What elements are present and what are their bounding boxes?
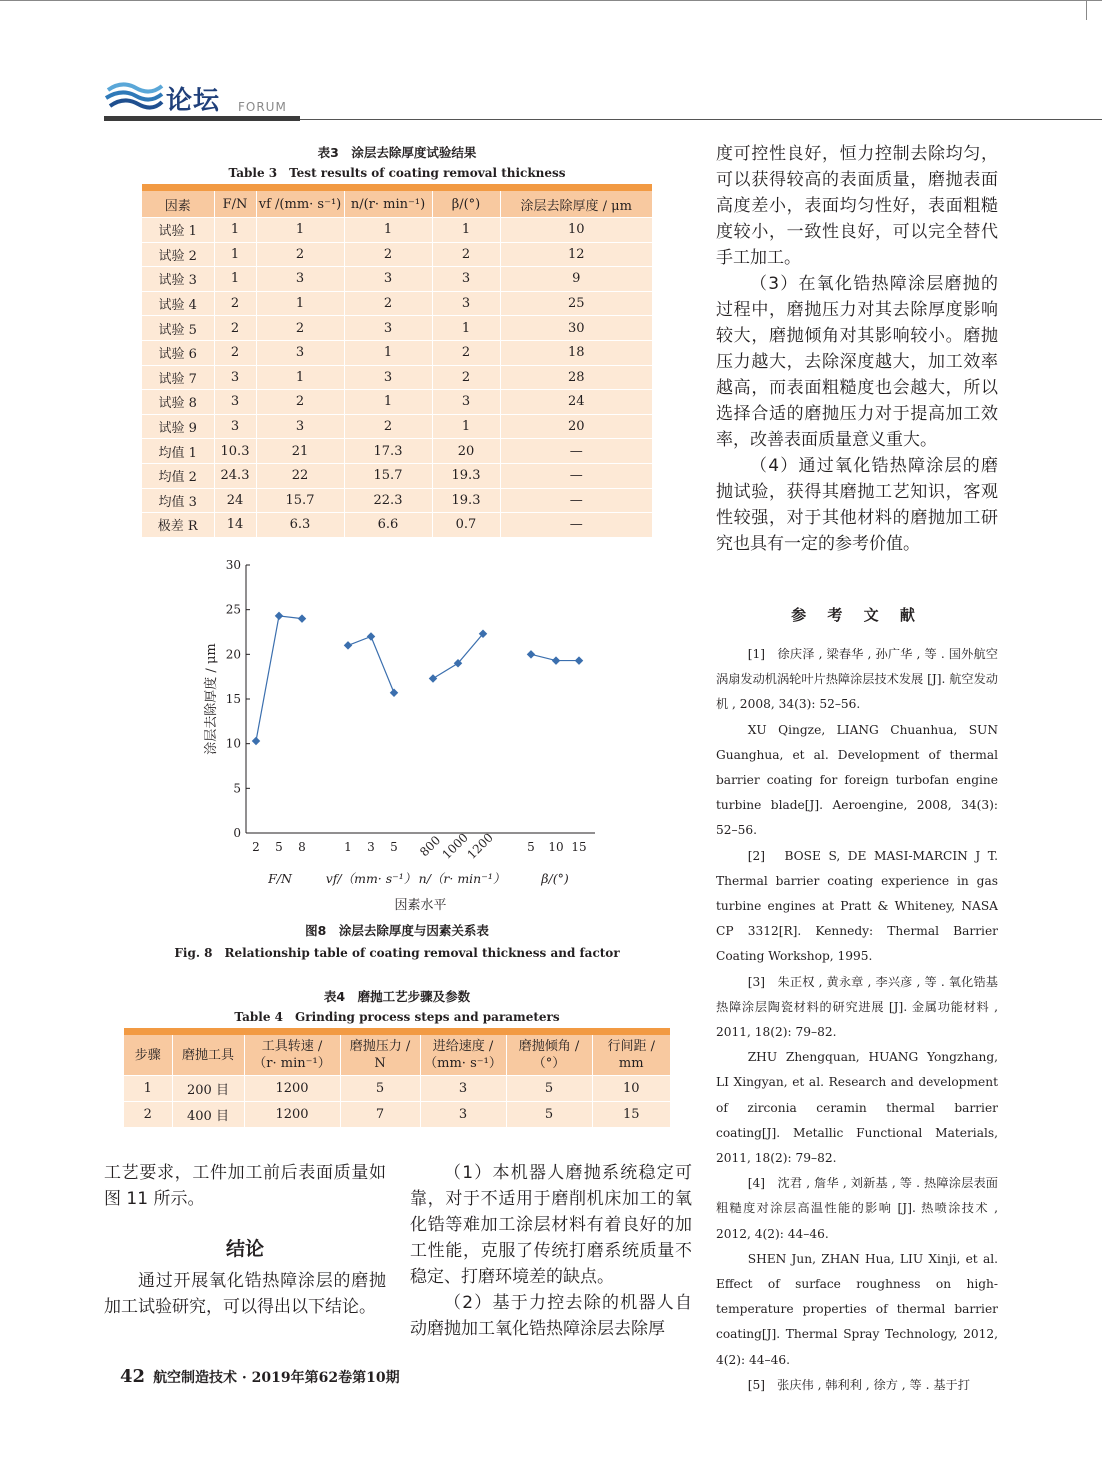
header-rule-thick [104,116,300,121]
table3-cell: 均值 1 [142,439,214,464]
table3-cell: 6.3 [256,513,344,537]
data-point [552,656,560,664]
y-tick-label: 25 [225,602,241,617]
table4-cell: 1200 [244,1076,340,1102]
table3-row [142,242,652,267]
crop-mark-top [0,0,1102,1]
table3-cell: 试验 2 [142,242,214,267]
table3-cell: — [500,513,652,537]
table3-cell: 1 [214,242,256,267]
table3-cell: 22.3 [344,488,432,513]
table3-row [142,291,652,316]
table3-cell: 1 [214,267,256,292]
table3-cell: 1 [214,218,256,243]
table4-cell: 200 目 [172,1076,244,1102]
y-tick-label: 15 [225,692,241,706]
table3-row [142,488,652,513]
table3-cell: 试验 8 [142,390,214,415]
table3-cell: 2 [214,291,256,316]
table3-cell: 14 [214,513,256,537]
table4-cell: 1 [124,1076,172,1102]
table3-cell: 1 [344,218,432,243]
table3-cell: 3 [344,316,432,341]
table4-row [124,1076,670,1102]
table3-cell: 均值 3 [142,488,214,513]
left-column-2 [104,1268,386,1320]
table3-cell: 2 [344,414,432,439]
table4-cell: 3 [420,1076,506,1102]
table4-header-cell: 磨抛压力 / N [340,1032,420,1076]
table3-cell: 24.3 [214,463,256,488]
x-tick-label: 3 [367,840,375,854]
table3-cell: 1 [256,365,344,390]
section-label: FORUM [238,100,287,114]
left-paragraph-2: 通过开展氧化锆热障涂层的磨抛加工试验研究，可以得出以下结论。 [104,1271,386,1317]
fig8-caption-en: Fig. 8 Relationship table of coating removal thickness and factor [174,946,620,960]
table3-cell: 2 [432,365,500,390]
x-axis-label: 因素水平 [394,898,447,913]
group-label: β/(°) [541,871,569,886]
x-tick-label: 800 [417,833,444,860]
data-point [527,650,535,658]
data-point [275,612,283,620]
page-header [104,78,1102,122]
table4-cell: 5 [506,1076,592,1102]
table3-cell: 0.7 [432,513,500,537]
right-column [716,141,998,557]
page-number: 42 [120,1366,146,1387]
mid-paragraph-1: （1）本机器人磨抛系统稳定可靠，对于不适用于磨削机床加工的氧化锆等难加工涂层材料有着良好的加工性能，克服了传统打磨系统质量不稳定、打磨环境差的缺点。 [410,1163,692,1287]
table3-cell: 试验 9 [142,414,214,439]
table3-cell: 2 [214,340,256,365]
table3-cell: 极差 R [142,513,214,537]
table4-cell: 5 [506,1102,592,1128]
table4-row [124,1102,670,1128]
table4-cell: 2 [124,1102,172,1128]
table3-cell: 2 [256,242,344,267]
table3-cell: 19.3 [432,488,500,513]
table3-cell: 18 [500,340,652,365]
x-tick-label: 15 [571,840,587,854]
table3-cell: 10.3 [214,439,256,464]
reference-item: [1] 徐庆泽 , 梁春华 , 孙广华 , 等 . 国外航空涡扇发动机涡轮叶片热障涂层技术发展 [J]. 航空发动机 , 2008, 34(3): 52–56. [716,647,998,712]
table4-header-cell: 步骤 [124,1032,172,1076]
table3-cell: 2 [256,390,344,415]
table3-row [142,365,652,390]
reference-item: [4] 沈君 , 詹华 , 刘新基 , 等 . 热障涂层表面粗糙度对涂层高温性能的影响 [J]. 热喷涂技术 , 2012, 4(2): 44–46. [716,1176,998,1241]
x-tick-label: 1200 [464,830,496,862]
table3-cell: 24 [214,488,256,513]
table3-cell: 1 [432,218,500,243]
table4-cell: 3 [420,1102,506,1128]
table3-cell: 3 [344,365,432,390]
table4-cell: 5 [340,1076,420,1102]
reference-item: [2] BOSE S, DE MASI-MARCIN J T. Thermal barrier coating experience in gas turbine engines at Pratt & Whiteney, NASA CP 3312[R]. Kennedy: Thermal Barrier Coating Workshop, 1995. [716,848,998,964]
header-rule-thin [300,119,1102,120]
data-point [252,737,260,745]
table3-cell: 28 [500,365,652,390]
table3-caption-cn: 表3 涂层去除厚度试验结果 [317,145,477,160]
right-paragraph-2: （3）在氧化锆热障涂层磨抛的过程中，磨抛压力对其去除厚度影响较大，磨抛倾角对其影响较小。磨抛压力越大，去除深度越大，加工效率越高，而表面粗糙度也会越大，所以选择合适的磨抛压力对于提高加工效率，改善表面质量意义重大。 [716,274,998,450]
table4-cell: 7 [340,1102,420,1128]
series-line [256,616,302,741]
table3-cell: 1 [256,218,344,243]
table3-cell: 21 [256,439,344,464]
right-paragraph-1: 度可控性良好，恒力控制去除均匀，可以获得较高的表面质量，磨抛表面高度差小，表面均匀性好，表面粗糙度较小，一致性良好，可以完全替代手工加工。 [716,144,998,268]
x-tick-label: 5 [275,840,283,854]
table3-cell: 3 [256,340,344,365]
table3-cell: 6.6 [344,513,432,537]
y-tick-label: 20 [225,647,241,662]
data-point [429,674,437,682]
table3-cell: 3 [256,414,344,439]
table3-cell: 3 [432,267,500,292]
table3-cell: 15.7 [256,488,344,513]
table4-header-cell: 磨抛倾角 / （°） [506,1032,592,1076]
reference-item: SHEN Jun, ZHAN Hua, LIU Xinji, et al. Effect of surface roughness on high-temperature properties of thermal barrier coating[J]. Thermal Spray Technology, 2012, 4(2): 44–46. [716,1251,998,1367]
table3-cell: 2 [344,291,432,316]
y-axis-label: 涂层去除厚度 / μm [204,643,219,755]
fig8-caption-cn: 图8 涂层去除厚度与因素关系表 [305,923,489,938]
table3-header-cell: β/(°) [432,188,500,218]
page-footer [120,1366,400,1387]
reference-item: XU Qingze, LIANG Chuanhua, SUN Guanghua, et al. Development of thermal barrier coating for foreign turbofan engine turbine blade[J]. Aeroengine, 2008, 34(3): 52–56. [716,722,998,838]
table3-cell: 1 [256,291,344,316]
journal-name: 航空制造技术 · 2019年第62卷第10期 [153,1370,400,1386]
x-tick-label: 5 [390,840,398,854]
table3-caption-en: Table 3 Test results of coating removal thickness [228,166,566,180]
x-tick-label: 1000 [439,830,471,862]
table3-header-cell: vf /(mm· s⁻¹) [256,188,344,218]
table3-cell: 24 [500,390,652,415]
table3-cell: 25 [500,291,652,316]
table3-row [142,513,652,537]
reference-item: ZHU Zhengquan, HUANG Yongzhang, LI Xingyan, et al. Research and development of zirconia ceramin thermal barrier coating[J]. Metallic Functional Materials, 2011, 18(2): 79–82. [716,1050,998,1166]
y-tick-label: 10 [225,736,241,751]
series-line [348,636,394,692]
table3-cell: 9 [500,267,652,292]
crop-mark-right [1086,0,1087,20]
y-tick-label: 5 [233,781,241,796]
series-line [433,634,483,679]
y-tick-label: 30 [225,558,241,572]
mid-paragraph-2: （2）基于力控去除的机器人自动磨抛加工氧化锆热障涂层去除厚 [410,1293,692,1339]
y-tick-label: 0 [233,826,241,840]
table3-cell: 1 [432,316,500,341]
table3 [142,184,652,537]
table3-cell: 3 [432,291,500,316]
table3-cell: 3 [214,365,256,390]
group-label: F/N [268,871,292,886]
table3-cell: 17.3 [344,439,432,464]
table3-cell: 2 [432,340,500,365]
table4-caption-cn: 表4 磨抛工艺步骤及参数 [323,989,471,1004]
table4 [124,1028,670,1127]
table3-row [142,316,652,341]
data-point [298,614,306,622]
table3-cell: 19.3 [432,463,500,488]
left-paragraph-1: 工艺要求，工件加工前后表面质量如图 11 所示。 [104,1163,386,1209]
group-label: n/（r· min⁻¹） [418,871,506,886]
x-tick-label: 8 [298,840,306,854]
x-tick-label: 1 [344,840,352,854]
table3-cell: 12 [500,242,652,267]
table3-header-cell: n/(r· min⁻¹) [344,188,432,218]
references-list [716,642,998,1398]
table3-cell: 2 [432,242,500,267]
table4-cell: 10 [592,1076,670,1102]
middle-column [410,1160,692,1342]
table4-header-cell: 磨抛工具 [172,1032,244,1076]
table4-cell: 400 目 [172,1102,244,1128]
table3-cell: 试验 5 [142,316,214,341]
table3-cell: 试验 4 [142,291,214,316]
table4-header-cell: 行间距 / mm [592,1032,670,1076]
data-point [390,689,398,697]
reference-item: [5] 张庆伟 , 韩利利 , 徐方 , 等 . 基于打 [747,1377,970,1392]
table3-cell: 均值 2 [142,463,214,488]
x-tick-label: 5 [527,840,535,854]
table3-cell: 3 [214,390,256,415]
conclusion-heading: 结论 [225,1238,264,1260]
table4-header-cell: 工具转速 / （r· min⁻¹） [244,1032,340,1076]
data-point [367,632,375,640]
table3-header-cell: 涂层去除厚度 / μm [500,188,652,218]
references-title: 参 考 文 献 [791,606,923,624]
logo-text: 论坛 [166,86,221,116]
table4-cell: 15 [592,1102,670,1128]
table3-row [142,218,652,243]
table3-row [142,340,652,365]
table3-row [142,463,652,488]
table3-cell: 试验 6 [142,340,214,365]
table3-row [142,439,652,464]
table3-cell: 20 [500,414,652,439]
table3-cell: 3 [214,414,256,439]
table3-cell: 2 [256,316,344,341]
table3-header-cell: 因素 [142,188,214,218]
reference-item: [3] 朱正权 , 黄永章 , 李兴彦 , 等 . 氧化锆基热障涂层陶瓷材料的研究进展 [J]. 金属功能材料 , 2011, 18(2): 79–82. [716,974,998,1040]
table3-cell: 1 [344,340,432,365]
table3-cell: 3 [344,267,432,292]
table3-cell: 1 [432,414,500,439]
table4-cell: 1200 [244,1102,340,1128]
table3-cell: 22 [256,463,344,488]
table3-cell: 3 [432,390,500,415]
table3-header-cell: F/N [214,188,256,218]
data-point [344,641,352,649]
table3-cell: 3 [256,267,344,292]
data-point [575,656,583,664]
table3-cell: 试验 1 [142,218,214,243]
group-label: vf/（mm· s⁻¹） [325,871,417,886]
right-paragraph-3: （4）通过氧化锆热障涂层的磨抛试验，获得其磨抛工艺知识，客观性较强，对于其他材料的磨抛加工研究也具有一定的参考价值。 [716,456,998,554]
table3-cell: 20 [432,439,500,464]
table3-cell: — [500,463,652,488]
x-tick-label: 10 [548,840,564,854]
table4-header-cell: 进给速度 / （mm· s⁻¹） [420,1032,506,1076]
table3-cell: 1 [344,390,432,415]
fig8-chart [195,555,605,915]
table3-cell: 试验 3 [142,267,214,292]
left-column [104,1160,386,1212]
table3-cell: 2 [214,316,256,341]
table3-cell: 30 [500,316,652,341]
table3-cell: 试验 7 [142,365,214,390]
table3-row [142,267,652,292]
logo-waves-icon [104,78,164,114]
table3-cell: 10 [500,218,652,243]
table4-caption-en: Table 4 Grinding process steps and parameters [234,1010,560,1024]
x-tick-label: 2 [252,840,260,854]
table3-cell: — [500,488,652,513]
table3-cell: 2 [344,242,432,267]
table3-cell: — [500,439,652,464]
table3-row [142,390,652,415]
table3-cell: 15.7 [344,463,432,488]
table3-row [142,414,652,439]
